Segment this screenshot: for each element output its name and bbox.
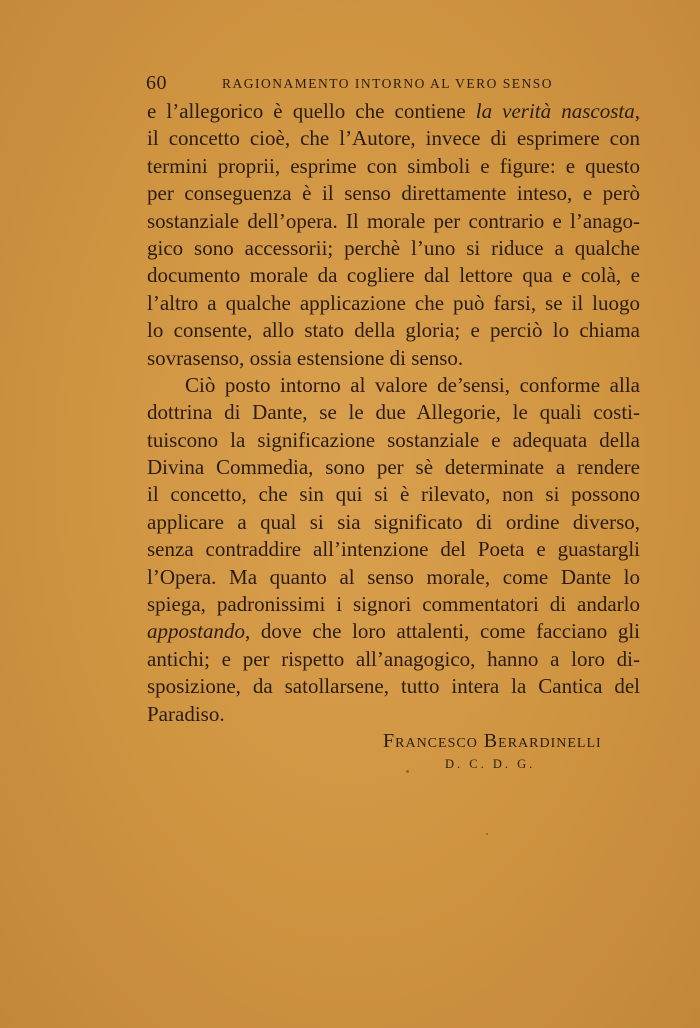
paper-speck bbox=[406, 770, 409, 773]
author-name: Francesco Berardinelli bbox=[383, 730, 602, 752]
author-initials: D. C. D. G. bbox=[445, 757, 536, 771]
italic-phrase: la verità nascosta bbox=[475, 99, 635, 123]
text-line: per conseguenza è il senso direttamente inteso, e però bbox=[147, 181, 640, 206]
text-line: e l’allegorico è quello che contiene la verità nascosta, bbox=[147, 99, 640, 123]
text-line: il concetto cioè, che l’Autore, invece di esprimere con bbox=[147, 126, 640, 151]
text-line: l’Opera. Ma quanto al senso morale, come Dante lo bbox=[147, 564, 640, 589]
text-line: tuiscono la significazione sostanziale e adequata della bbox=[147, 427, 640, 452]
text-line: Ciò posto intorno al valore de’sensi, conforme alla bbox=[185, 372, 640, 397]
text-line: senza contraddire all’intenzione del Poeta e guastargli bbox=[147, 537, 640, 562]
text-line: applicare a qual si sia significato di ordine diverso, bbox=[147, 509, 640, 534]
text-line: l’altro a qualche applicazione che può farsi, se il luogo bbox=[147, 290, 640, 315]
italic-phrase: appostando bbox=[147, 619, 246, 644]
text-line: antichi; e per rispetto all’anagogico, hanno a loro di- bbox=[147, 646, 640, 671]
page-header bbox=[146, 72, 646, 96]
text-line: il concetto, che sin qui si è rilevato, non si possono bbox=[147, 482, 640, 507]
text-line: spiega, padronissimi i signori commentatori di andarlo bbox=[147, 592, 640, 617]
signature-block bbox=[383, 728, 643, 774]
paper-speck bbox=[486, 833, 488, 835]
text-line: gico sono accessorii; perchè l’uno si riduce a qualche bbox=[147, 235, 640, 260]
text-line: sovrasenso, ossia estensione di senso. bbox=[147, 345, 464, 370]
text-line: termini proprii, esprime con simboli e figure: e questo bbox=[147, 153, 640, 178]
text-line: Divina Commedia, sono per sè determinate a rendere bbox=[147, 455, 640, 480]
text-line: lo consente, allo stato della gloria; e perciò lo chiama bbox=[147, 318, 640, 343]
page-number: 60 bbox=[146, 72, 167, 94]
text-line: Paradiso. bbox=[147, 701, 225, 726]
text-line: dottrina di Dante, se le due Allegorie, le quali costi- bbox=[147, 400, 640, 425]
text-line: documento morale da cogliere dal lettore qua e colà, e bbox=[147, 263, 640, 288]
text-line: sposizione, da satollarsene, tutto intera la Cantica del bbox=[147, 674, 640, 699]
text-line: sostanziale dell’opera. Il morale per contrario e l’anago- bbox=[147, 208, 640, 233]
body-text bbox=[147, 98, 640, 728]
running-title: RAGIONAMENTO INTORNO AL VERO SENSO bbox=[222, 76, 554, 91]
text-line: appostando, dove che loro attalenti, come facciano gli bbox=[147, 619, 640, 644]
